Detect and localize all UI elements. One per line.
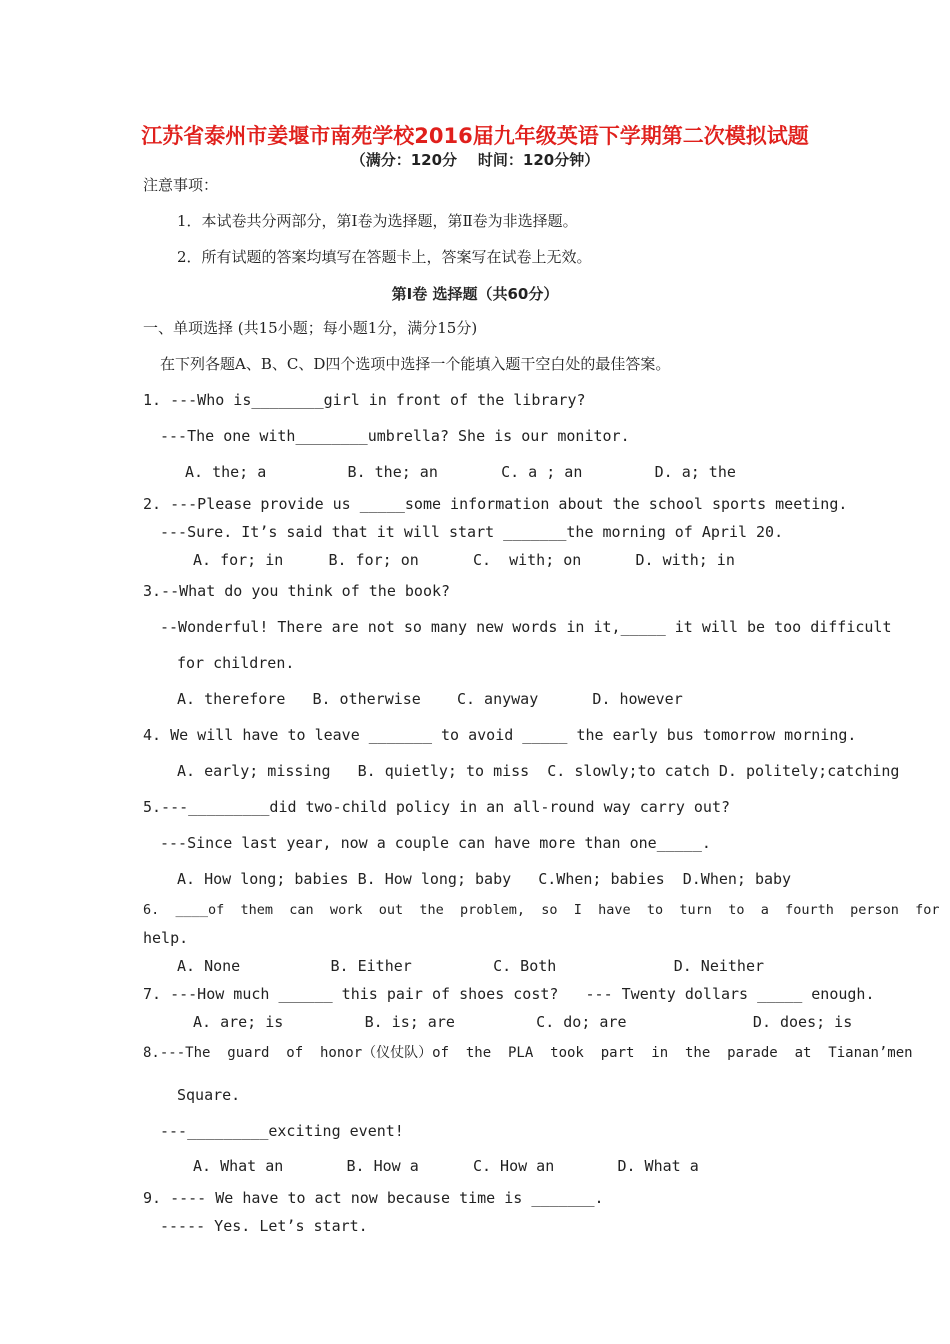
note-item: 1．本试卷共分两部分，第Ⅰ卷为选择题，第Ⅱ卷为非选择题。: [177, 212, 578, 230]
section-title: 一、单项选择 (共15小题；每小题1分，满分15分): [143, 319, 478, 337]
question-7-line: 7. ---How much ______ this pair of shoes cost? --- Twenty dollars _____ enough.: [143, 985, 875, 1003]
question-7-options: A. are; is B. is; are C. do; are D. does; is: [193, 1013, 853, 1031]
part1-heading: 第Ⅰ卷 选择题（共60分）: [391, 285, 559, 303]
question-3-options: A. therefore B. otherwise C. anyway D. however: [177, 690, 683, 708]
section-instruction: 在下列各题A、B、C、D四个选项中选择一个能填入题干空白处的最佳答案。: [160, 355, 671, 373]
question-5-line: ---Since last year, now a couple can have more than one_____.: [160, 834, 711, 852]
question-5-line: 5.---_________did two-child policy in an all-round way carry out?: [143, 798, 730, 816]
question-4-line: 4. We will have to leave _______ to avoid _____ the early bus tomorrow morning.: [143, 726, 857, 744]
question-8-line: 8.---The guard of honor（仪仗队）of the PLA took part in the parade at Tianan’men: [143, 1045, 913, 1061]
question-2-line: 2. ---Please provide us _____some information about the school sports meeting.: [143, 495, 848, 513]
question-9-line: ----- Yes. Let’s start.: [160, 1217, 368, 1235]
question-8-line: ---_________exciting event!: [160, 1122, 404, 1140]
question-1-options: A. the; a B. the; an C. a ; an D. a; the: [185, 463, 736, 481]
question-3-line: 3.--What do you think of the book?: [143, 582, 451, 600]
question-6-line: 6. ____of them can work out the problem, so I have to turn to a fourth person for: [143, 902, 940, 918]
question-8-line: Square.: [177, 1086, 241, 1104]
question-5-options: A. How long; babies B. How long; baby C.When; babies D.When; baby: [177, 870, 792, 888]
question-1-line: 1. ---Who is________girl in front of the library?: [143, 391, 586, 409]
question-4-options: A. early; missing B. quietly; to miss C. slowly;to catch D. politely;catching: [177, 762, 900, 780]
notes-heading: 注意事项：: [143, 176, 219, 194]
question-3-line: --Wonderful! There are not so many new words in it,_____ it will be too difficult: [160, 618, 892, 636]
question-1-line: ---The one with________umbrella? She is our monitor.: [160, 427, 630, 445]
question-2-line: ---Sure. It’s said that it will start _______the morning of April 20.: [160, 523, 784, 541]
question-6-line: help.: [143, 929, 189, 947]
exam-title: 江苏省泰州市姜堰市南苑学校2016届九年级英语下学期第二次模拟试题: [141, 124, 809, 148]
question-8-options: A. What an B. How a C. How an D. What a: [193, 1157, 699, 1175]
question-6-options: A. None B. Either C. Both D. Neither: [177, 957, 764, 975]
exam-subtitle: （满分：120分 时间：120分钟）: [350, 151, 600, 169]
note-item: 2．所有试题的答案均填写在答题卡上，答案写在试卷上无效。: [177, 248, 592, 266]
question-3-line: for children.: [177, 654, 295, 672]
question-9-line: 9. ---- We have to act now because time is _______.: [143, 1189, 604, 1207]
question-2-options: A. for; in B. for; on C. with; on D. with; in: [193, 551, 735, 569]
